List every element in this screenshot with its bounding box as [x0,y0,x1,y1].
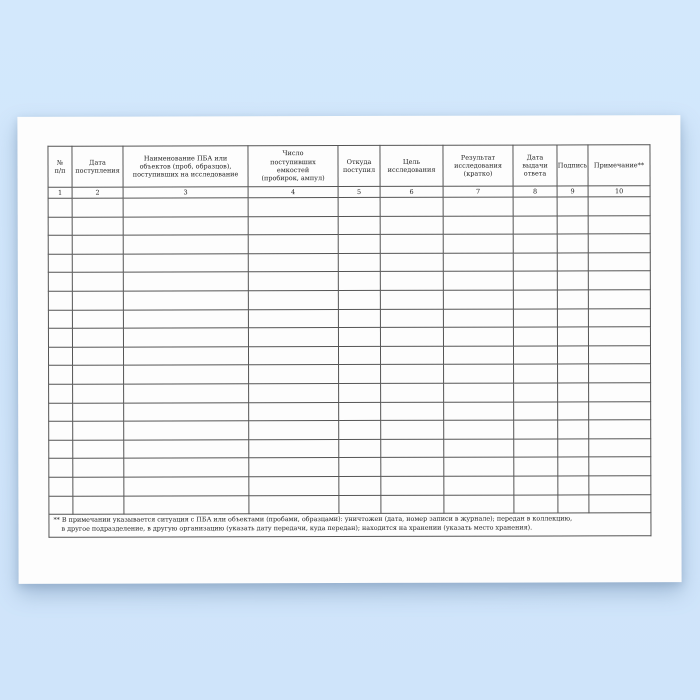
empty-cell [49,496,73,515]
table-row [48,252,650,272]
empty-cell [123,198,248,217]
empty-cell [557,197,588,216]
empty-cell [381,420,444,439]
empty-cell [249,476,339,495]
table-row [49,476,651,496]
empty-cell [338,197,380,216]
column-header: Число поступивших емкостей (пробирок, ампул) [248,146,338,187]
empty-cell [513,216,557,235]
empty-cell [588,234,650,253]
empty-cell [123,309,248,328]
column-number: 2 [72,187,123,198]
empty-cell [48,328,72,347]
column-number: 9 [557,186,588,197]
empty-cell [249,458,339,477]
empty-cell [380,197,443,216]
empty-cell [589,364,651,383]
empty-cell [72,328,123,347]
column-header: Подпись [557,145,588,186]
column-header: Цель исследования [380,145,443,186]
empty-cell [443,327,513,346]
empty-cell [249,495,339,514]
empty-cell [380,272,443,291]
empty-cell [339,439,381,458]
empty-cell [73,421,124,440]
empty-cell [558,476,589,495]
column-number: 10 [588,186,650,197]
empty-cell [249,383,339,402]
table-row [48,271,650,291]
empty-cell [123,272,248,291]
empty-cell [48,217,72,236]
empty-cell [588,252,650,271]
empty-cell [73,440,124,459]
empty-cell [72,198,123,217]
empty-cell [338,272,380,291]
empty-cell [49,403,73,422]
empty-cell [72,254,123,273]
empty-cell [558,457,589,476]
table-row [49,383,651,403]
empty-cell [443,290,513,309]
empty-cell [338,235,380,254]
empty-cell [73,384,124,403]
empty-cell [514,383,558,402]
table-row [48,234,650,254]
empty-cell [589,383,651,402]
empty-cell [588,197,650,216]
empty-cell [558,494,589,513]
empty-cell [513,327,557,346]
column-number: 8 [513,186,557,197]
empty-cell [339,421,381,440]
table-row [48,215,650,235]
empty-cell [124,402,249,421]
empty-cell [588,327,650,346]
empty-cell [48,198,72,217]
empty-cell [48,235,72,254]
empty-cell [557,253,588,272]
table-row [49,420,651,440]
empty-cell [73,458,124,477]
empty-cell [248,290,338,309]
column-number: 1 [48,187,72,198]
empty-cell [589,476,651,495]
empty-cell [338,328,380,347]
empty-cell [249,439,339,458]
empty-cell [49,440,73,459]
empty-cell [513,309,557,328]
empty-cell [589,494,651,513]
empty-cell [381,383,444,402]
empty-cell [514,494,558,513]
empty-cell [123,291,248,310]
empty-cell [248,216,338,235]
register-table [47,144,651,537]
empty-cell [589,401,651,420]
empty-cell [248,346,338,365]
empty-cell [338,290,380,309]
empty-cell [558,420,589,439]
empty-cell [123,328,248,347]
empty-cell [123,216,248,235]
empty-cell [557,346,588,365]
empty-cell [338,253,380,272]
empty-cell [557,290,588,309]
empty-cell [513,234,557,253]
empty-cell [589,420,651,439]
empty-cell [381,402,444,421]
empty-cell [338,346,380,365]
empty-cell [514,364,558,383]
column-header: № п/п [48,146,72,187]
empty-cell [381,495,444,514]
empty-cell [443,346,513,365]
empty-cell [381,439,444,458]
table-row [48,327,650,347]
empty-cell [48,273,72,292]
empty-cell [444,457,514,476]
empty-cell [248,272,338,291]
empty-cell [513,253,557,272]
empty-cell [588,271,650,290]
empty-cell [513,290,557,309]
column-header: Дата выдачи ответа [513,145,557,186]
empty-cell [123,254,248,273]
empty-cell [381,476,444,495]
empty-cell [588,215,650,234]
empty-cell [123,235,248,254]
empty-cell [48,347,72,366]
empty-cell [249,402,339,421]
empty-cell [248,309,338,328]
empty-cell [557,308,588,327]
empty-cell [73,496,124,515]
empty-cell [443,197,513,216]
empty-cell [124,384,249,403]
table-row [48,308,650,328]
empty-cell [73,477,124,496]
table-row [49,494,651,514]
empty-cell [444,495,514,514]
empty-cell [49,421,73,440]
empty-cell [558,401,589,420]
empty-cell [380,327,443,346]
empty-cell [589,457,651,476]
empty-cell [339,458,381,477]
empty-cell [248,235,338,254]
empty-cell [514,401,558,420]
empty-cell [339,495,381,514]
empty-cell [589,438,651,457]
empty-cell [444,402,514,421]
empty-cell [124,458,249,477]
empty-cell [48,254,72,273]
empty-cell [444,439,514,458]
empty-cell [248,253,338,272]
footnote-row [49,513,651,537]
empty-cell [444,476,514,495]
empty-cell [124,477,249,496]
empty-cell [514,420,558,439]
empty-cell [557,234,588,253]
table-row [48,345,650,365]
empty-cell [338,216,380,235]
column-header: Дата поступления [72,146,123,187]
empty-cell [338,309,380,328]
column-number: 3 [123,187,248,198]
empty-cell [514,439,558,458]
empty-cell [248,328,338,347]
empty-cell [248,198,338,217]
empty-cell [557,271,588,290]
empty-cell [380,309,443,328]
empty-cell [443,234,513,253]
empty-cell [558,364,589,383]
empty-cell [380,216,443,235]
empty-cell [443,309,513,328]
empty-cell [381,365,444,384]
empty-cell [49,384,73,403]
empty-cell [49,459,73,478]
column-header: Откуда поступил [338,145,380,186]
empty-cell [380,253,443,272]
empty-cell [443,271,513,290]
footnote-line-2: в другое подразделение, в другую организацию (указать дату передачи, куда передан); находится на хранении (указать место хранения). [61,523,533,534]
empty-cell [124,421,249,440]
table-row [49,401,651,421]
empty-cell [444,383,514,402]
table-row [49,457,651,477]
empty-cell [381,458,444,477]
footnote [49,513,651,537]
footnote-line-1: ** В примечании указывается ситуация с ПБА или объектами (пробами, образцами): уничтожен (дата, номер записи в журнале); передан в коллекцию, [53,514,573,524]
empty-cell [73,365,124,384]
empty-cell [72,310,123,329]
empty-cell [124,495,249,514]
table-header-row [48,145,650,188]
column-number: 7 [443,186,513,197]
column-number: 5 [338,186,380,197]
empty-cell [557,327,588,346]
empty-cell [72,235,123,254]
empty-cell [339,476,381,495]
empty-cell [588,345,650,364]
empty-cell [72,347,123,366]
empty-cell [48,310,72,329]
empty-cell [249,421,339,440]
empty-cell [48,291,72,310]
empty-cell [588,290,650,309]
empty-cell [123,347,248,366]
empty-cell [443,216,513,235]
empty-cell [72,291,123,310]
column-number: 4 [248,187,338,198]
empty-cell [513,197,557,216]
empty-cell [558,383,589,402]
empty-cell [557,215,588,234]
empty-cell [339,402,381,421]
column-header: Наименование ПБА или объектов (проб, образцов), поступивших на исследование [123,146,248,187]
column-number: 6 [380,186,443,197]
document-page [17,115,681,584]
table-row [48,197,650,217]
empty-cell [588,308,650,327]
empty-cell [339,365,381,384]
empty-cell [513,346,557,365]
empty-cell [72,272,123,291]
empty-cell [124,365,249,384]
empty-cell [73,403,124,422]
empty-cell [380,234,443,253]
column-header: Результат исследования (кратко) [443,145,513,186]
table-row [48,290,650,310]
empty-cell [513,271,557,290]
table-row [49,438,651,458]
empty-cell [339,383,381,402]
empty-cell [49,477,73,496]
empty-cell [124,439,249,458]
empty-cell [380,290,443,309]
empty-cell [249,365,339,384]
column-header: Примечание** [588,145,650,186]
empty-cell [514,476,558,495]
empty-cell [444,364,514,383]
empty-cell [558,439,589,458]
empty-cell [72,217,123,236]
empty-cell [380,346,443,365]
empty-cell [444,420,514,439]
empty-cell [514,457,558,476]
table-row [49,364,651,384]
empty-cell [443,253,513,272]
empty-cell [49,366,73,385]
